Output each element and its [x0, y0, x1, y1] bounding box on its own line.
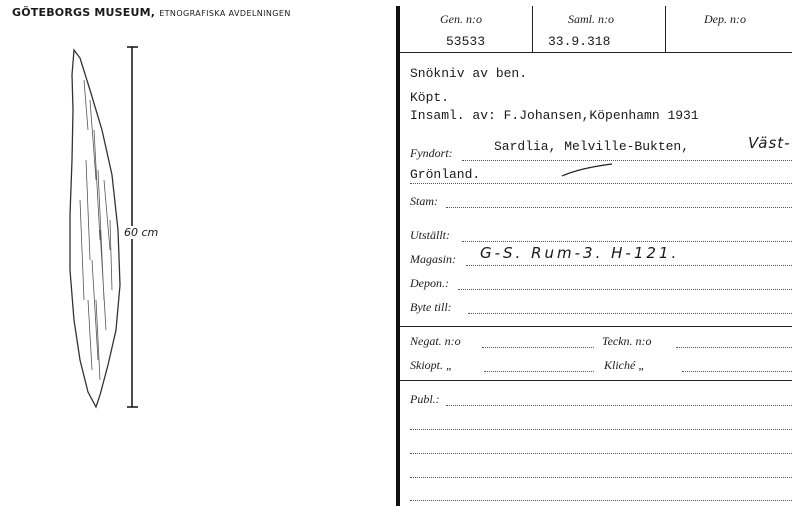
fyndort-handwritten: Väst-: [748, 134, 791, 152]
kopt-line: Köpt.: [410, 90, 450, 105]
depon-label: Depon.:: [410, 276, 449, 290]
card-left-border: [396, 6, 400, 506]
negat-line: [482, 347, 594, 348]
utstallt-label: Utställt:: [410, 228, 451, 242]
department-name: ETNOGRAFISKA AVDELNINGEN: [159, 9, 291, 18]
insaml-line: Insaml. av: F.Johansen,Köpenhamn 1931: [410, 108, 699, 123]
publ-line-1: [446, 405, 792, 406]
header-col-divider-1: [532, 6, 533, 52]
kliche-label: Kliché „: [604, 358, 645, 372]
knife-outline: [70, 50, 120, 407]
header-col-divider-2: [665, 6, 666, 52]
object-line: Snökniv av ben.: [410, 66, 528, 81]
card-header-divider: [400, 52, 792, 53]
handwritten-caret: [560, 160, 620, 180]
utstallt-line: [462, 241, 792, 242]
fyndort-label: Fyndort:: [410, 146, 453, 160]
gen-value: 53533: [446, 34, 486, 49]
knife-shading: [80, 80, 112, 380]
card-lower-divider: [400, 380, 792, 381]
publ-label: Publ.:: [410, 392, 440, 406]
stam-label: Stam:: [410, 194, 438, 208]
saml-value: 33.9.318: [548, 34, 611, 49]
measure-label: 60 cm: [124, 226, 159, 239]
depon-line: [458, 289, 792, 290]
fyndort-value: Sardlia, Melville-Bukten,: [494, 139, 690, 154]
publ-line-2: [410, 429, 792, 430]
teckn-line: [676, 347, 792, 348]
dep-label: Dep. n:o: [704, 12, 746, 26]
magasin-line: [466, 265, 792, 266]
skiopt-line: [484, 371, 594, 372]
byte-line: [468, 313, 792, 314]
kliche-line: [682, 371, 792, 372]
negat-label: Negat. n:o: [410, 334, 461, 348]
saml-label: Saml. n:o: [568, 12, 614, 26]
snow-knife-drawing: [0, 0, 396, 512]
skiopt-label: Skiopt. „: [410, 358, 453, 372]
teckn-label: Teckn. n:o: [602, 334, 652, 348]
byte-label: Byte till:: [410, 300, 452, 314]
fyndort-line: [462, 160, 792, 161]
publ-line-5: [410, 500, 792, 501]
fyndort-continuation: Grönland.: [410, 167, 481, 182]
museum-name: GÖTEBORGS MUSEUM,: [12, 6, 156, 19]
card-mid-divider: [400, 326, 792, 327]
fyndort-line-2: [410, 183, 792, 184]
stam-line: [446, 207, 792, 208]
magasin-value: G-S. Rum-3. H-121.: [480, 244, 680, 262]
publ-line-4: [410, 477, 792, 478]
magasin-label: Magasin:: [410, 252, 456, 266]
publ-line-3: [410, 453, 792, 454]
gen-label: Gen. n:o: [440, 12, 482, 26]
